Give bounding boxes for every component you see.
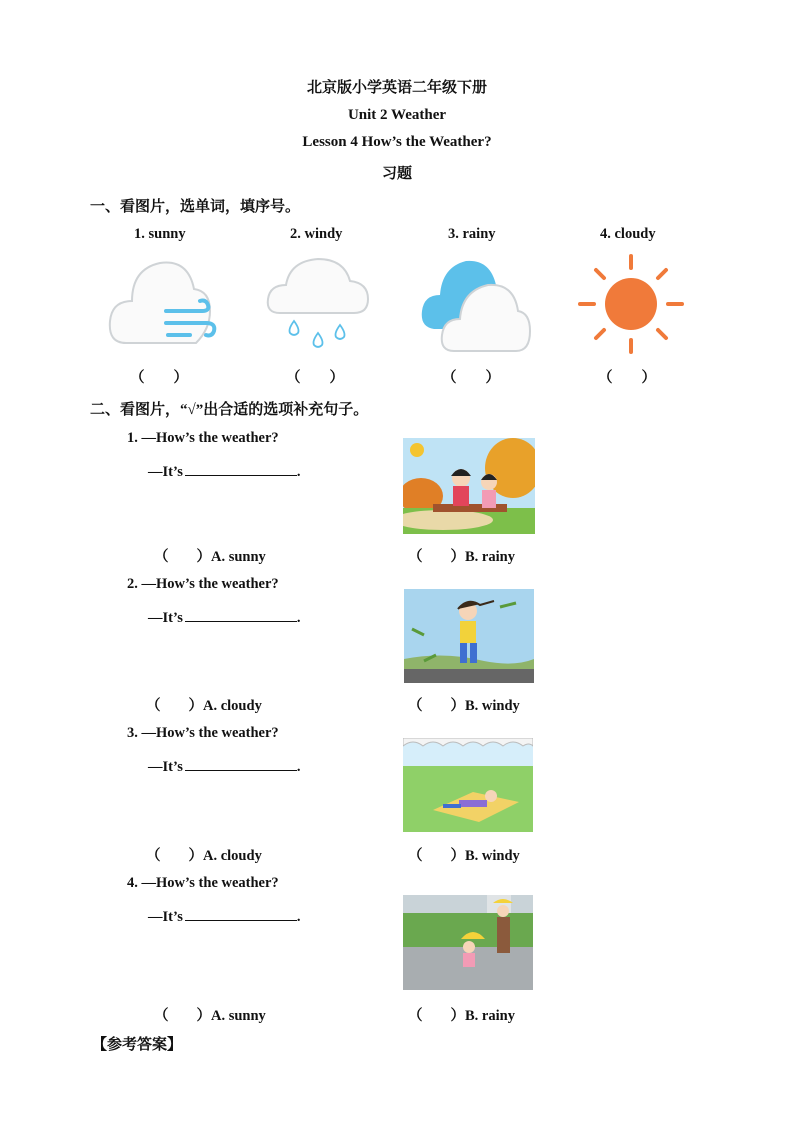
q2-option-a[interactable]: （ ）A. cloudy: [146, 698, 262, 714]
q3-option-a[interactable]: （ ）A. cloudy: [146, 848, 262, 864]
q4-option-b[interactable]: （ ）B. rainy: [408, 1008, 515, 1024]
word-1: 1. sunny: [134, 226, 186, 242]
sun-icon: [576, 252, 686, 356]
rainy-walk-picture: [403, 895, 533, 990]
park-picture: [403, 438, 535, 534]
word-4: 4. cloudy: [600, 226, 656, 242]
answer-paren-2[interactable]: （ ）: [286, 370, 344, 386]
blank-2[interactable]: [185, 607, 297, 622]
blank-3[interactable]: [185, 756, 297, 771]
lesson-title: Lesson 4 How’s the Weather?: [302, 134, 492, 150]
word-3: 3. rainy: [448, 226, 496, 242]
question-4: 4. —How’s the weather?: [127, 875, 279, 891]
blank-1[interactable]: [185, 461, 297, 476]
answer-paren-1[interactable]: （ ）: [130, 370, 188, 386]
answer-line-2: —It’s .: [148, 607, 301, 627]
word-2: 2. windy: [290, 226, 343, 242]
q4-option-a[interactable]: （ ）A. sunny: [154, 1008, 266, 1024]
q1-option-b[interactable]: （ ）B. rainy: [408, 549, 515, 565]
answer-line-3: —It’s .: [148, 756, 301, 776]
answer-paren-4[interactable]: （ ）: [598, 370, 656, 386]
rain-cloud-icon: [264, 255, 372, 355]
answer-line-4: —It’s .: [148, 906, 301, 926]
question-2: 2. —How’s the weather?: [127, 576, 279, 592]
windy-cloud-icon: [106, 255, 218, 351]
section2-heading: 二、看图片，“√”出合适的选项补充句子。: [90, 402, 369, 418]
blank-4[interactable]: [185, 906, 297, 921]
windy-girl-picture: [404, 589, 534, 683]
question-1: 1. —How’s the weather?: [127, 430, 279, 446]
sun-cloud-icon: [420, 255, 532, 355]
section1-heading: 一、看图片，选单词，填序号。: [90, 199, 301, 215]
exercise-label: 习题: [381, 166, 412, 182]
answer-key-label: 【参考答案】: [92, 1037, 183, 1053]
q1-option-a[interactable]: （ ）A. sunny: [154, 549, 266, 565]
answer-paren-3[interactable]: （ ）: [442, 370, 500, 386]
q3-option-b[interactable]: （ ）B. windy: [408, 848, 520, 864]
unit-title: Unit 2 Weather: [347, 107, 447, 123]
question-3: 3. —How’s the weather?: [127, 725, 279, 741]
answer-line-1: —It’s .: [148, 461, 301, 481]
book-title: 北京版小学英语二年级下册: [306, 80, 487, 96]
q2-option-b[interactable]: （ ）B. windy: [408, 698, 520, 714]
cloudy-picnic-picture: [403, 738, 533, 832]
